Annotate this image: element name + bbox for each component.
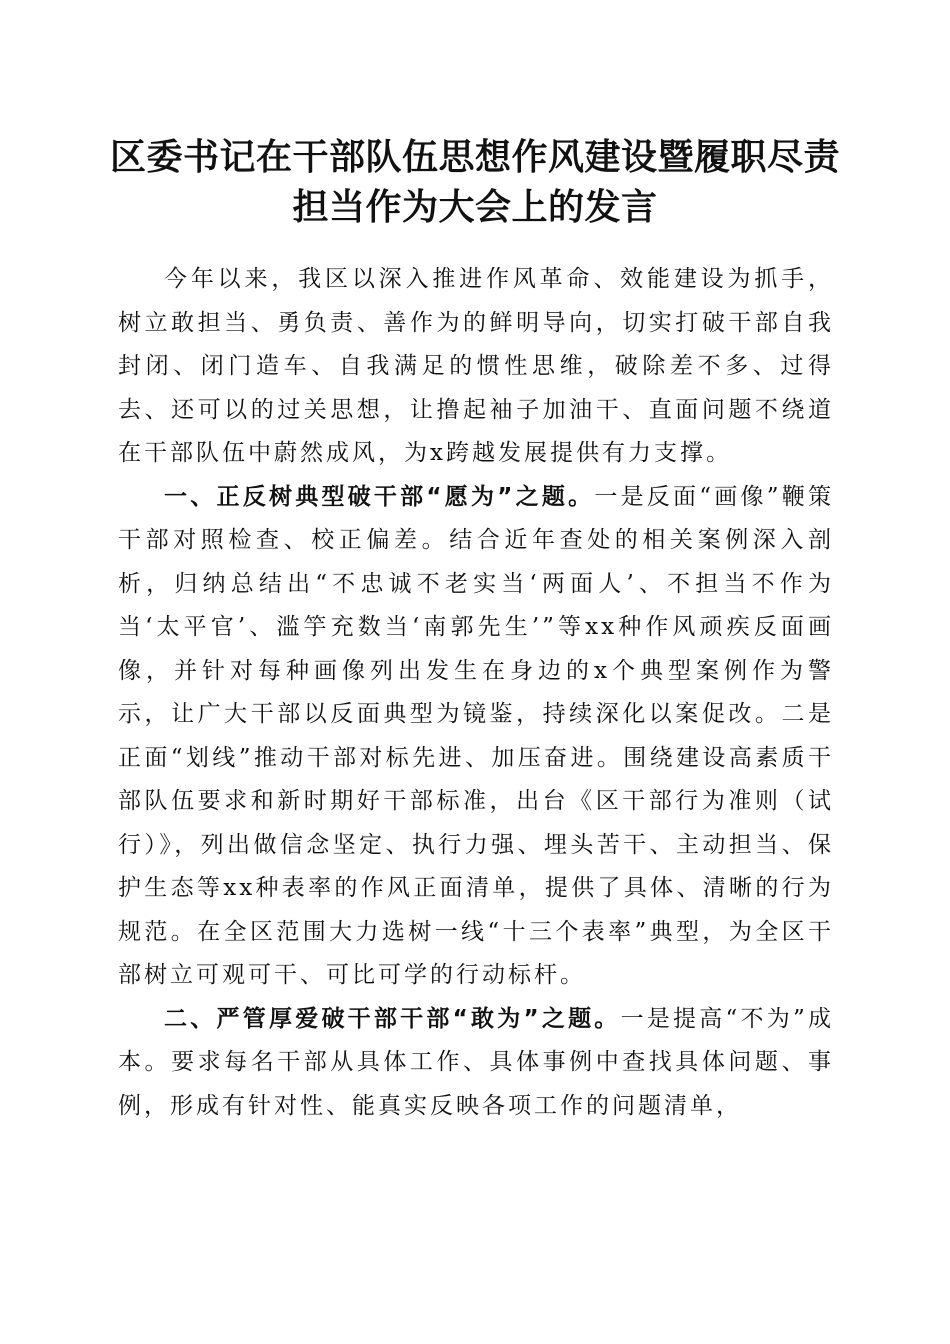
paragraph-section-1 [118, 476, 834, 998]
title-line-1: 区委书记在干部队伍思想作风建设暨履职尽责 [109, 136, 840, 178]
title-line-2: 担当作为大会上的发言 [292, 186, 658, 228]
paragraph-text: 一是反面“画像”鞭策干部对照检查、校正偏差。结合近年查处的相关案例深入剖析，归纳总结出“不忠诚不老实当‘两面人’、不担当不作为当‘太平官’、滥竽充数当‘南郭先生’”等xx种作风顽疾反面画像，并针对每种画像列出发生在身边的x个典型案例作为警示，让广大干部以反面典型为镜鉴，持续深化以案促改。二是正面“划线”推动干部对标先进、加压奋进。围绕建设高素质干部队伍要求和新时期好干部标准，出台《区干部行为准则（试行）》，列出做信念坚定、执行力强、埋头苦干、主动担当、保护生态等xx种表率的作风正面清单，提供了具体、清晰的行为规范。在全区范围大力选树一线“十三个表率”典型，为全区干部树立可观可干、可比可学的行动标杆。 [118, 483, 834, 988]
paragraph-text: 今年以来，我区以深入推进作风革命、效能建设为抓手，树立敢担当、勇负责、善作为的鲜明导向，切实打破干部自我封闭、闭门造车、自我满足的惯性思维，破除差不多、过得去、还可以的过关思想，让撸起袖子加油干、直面问题不绕道在干部队伍中蔚然成风，为x跨越发展提供有力支撑。 [118, 266, 834, 466]
paragraph-text: 一是提高“不为”成本。要求每名干部从具体工作、具体事例中查找具体问题、事例，形成有针对性、能真实反映各项工作的问题清单， [118, 1005, 834, 1119]
paragraph-intro [118, 258, 834, 476]
paragraph-section-2 [118, 998, 834, 1129]
document-title [100, 132, 850, 232]
section-heading: 一、正反树典型破干部“愿为”之题。 [164, 483, 595, 510]
section-heading: 二、严管厚爱破干部干部“敢为”之题。 [164, 1005, 621, 1032]
document-body [118, 258, 834, 1128]
